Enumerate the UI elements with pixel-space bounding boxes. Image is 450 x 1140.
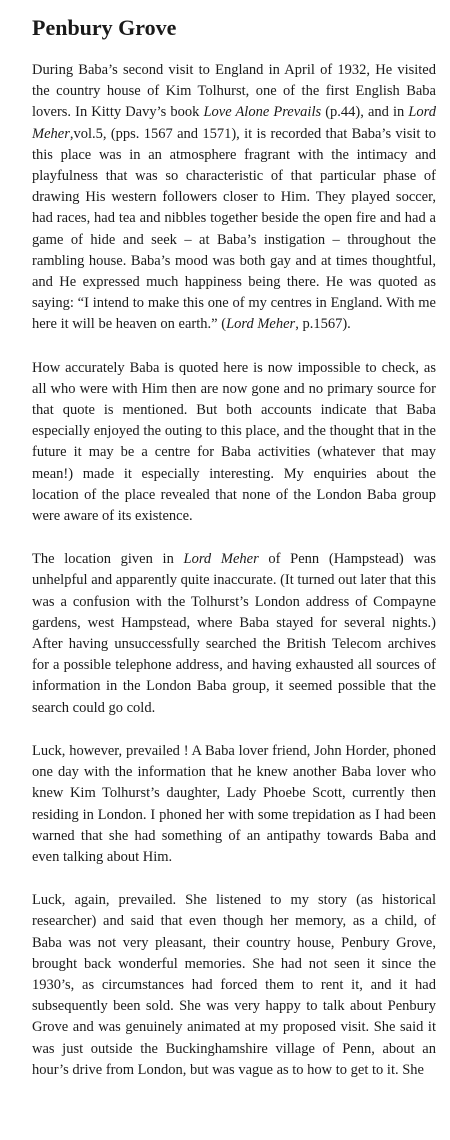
book-title-lord-meher: Lord Meher (32, 104, 437, 142)
paragraph-text: Luck, again, prevailed. She listened to my story (as historical researcher) and said that even though her memory, as a child, of Baba was not very pleasant, their country house, Penbury Grove, brought back wonderful memories. She had not seen it since the 1930’s, as circumstances had forced them to rent it, and it had subsequently been sold. She was very happy to talk about Penbury Grove and was genuinely animated at my proposed visit. She said it was just outside the Buckinghamshire village of Penn, about an hour’s drive from London, but was vague as to how to get to it. She (32, 892, 436, 1078)
paragraph-2 (32, 358, 436, 528)
paragraph-4 (32, 741, 436, 868)
paragraph-text: of Penn (Hampstead) was unhelpful and apparently quite inaccurate. (It turned out later that this was a confusion with the Tolhurst’s London address of Compayne gardens, west Hampstead, where Baba stayed for several nights.) After having unsuccessfully searched the British Telecom archives for a possible telephone address, and having exhausted all sources of information in the London Baba group, it seemed possible that the search could go cold. (32, 551, 436, 716)
paragraph-3 (32, 549, 436, 719)
paragraph-5 (32, 890, 436, 1081)
book-title-love-alone-prevails: Love Alone Prevails (203, 104, 322, 121)
book-title-lord-meher: Lord Meher (226, 316, 296, 333)
paragraph-text: , p.1567). (295, 316, 351, 333)
book-title-lord-meher: Lord Meher (183, 551, 259, 568)
paragraph-text: The location given in (32, 551, 184, 568)
paragraph-text: Luck, however, prevailed ! A Baba lover friend, John Horder, phoned one day with the information that he knew another Baba lover who knew Kim Tolhurst’s daughter, Lady Phoebe Scott, currently then residing in London. I phoned her with some trepidation as I had been warned that she had something of an antipathy towards Baba and even talking about Him. (32, 742, 436, 865)
paragraph-text: How accurately Baba is quoted here is now impossible to check, as all who were with Him then are now gone and no primary source for that quote is mentioned. But both accounts indicate that Baba especially enjoyed the outing to this place, and the thought that in the future it may be a centre for Baba activities (whatever that may mean!) made it especially interesting. My enquiries about the location of the place revealed that none of the London Baba group were aware of its existence. (32, 359, 436, 525)
paragraph-text: ,vol.5, (pps. 1567 and 1571), it is recorded that Baba’s visit to this place was in an atmosphere fragrant with the intimacy and playfulness that was so characteristic of that particular phase of drawing His western followers closer to Him. They played soccer, had races, had tea and nibbles together beside the open fire and had a game of hide and seek – at Baba’s instigation – throughout the rambling house. Baba’s mood was both gay and at times thoughtful, and He expressed much happiness being there. He was quoted as saying: “I intend to make this one of my centres in England. With me here it will be heaven on earth.” ( (32, 125, 436, 333)
paragraph-text: During Baba’s second visit to England in April of 1932, He visited the country house of Kim Tolhurst, one of the first English Baba lovers. In Kitty Davy’s book (32, 62, 436, 121)
page-title: Penbury Grove (32, 15, 177, 40)
paragraph-text: (p.44), and in (321, 104, 409, 121)
paragraph-1 (32, 60, 436, 336)
